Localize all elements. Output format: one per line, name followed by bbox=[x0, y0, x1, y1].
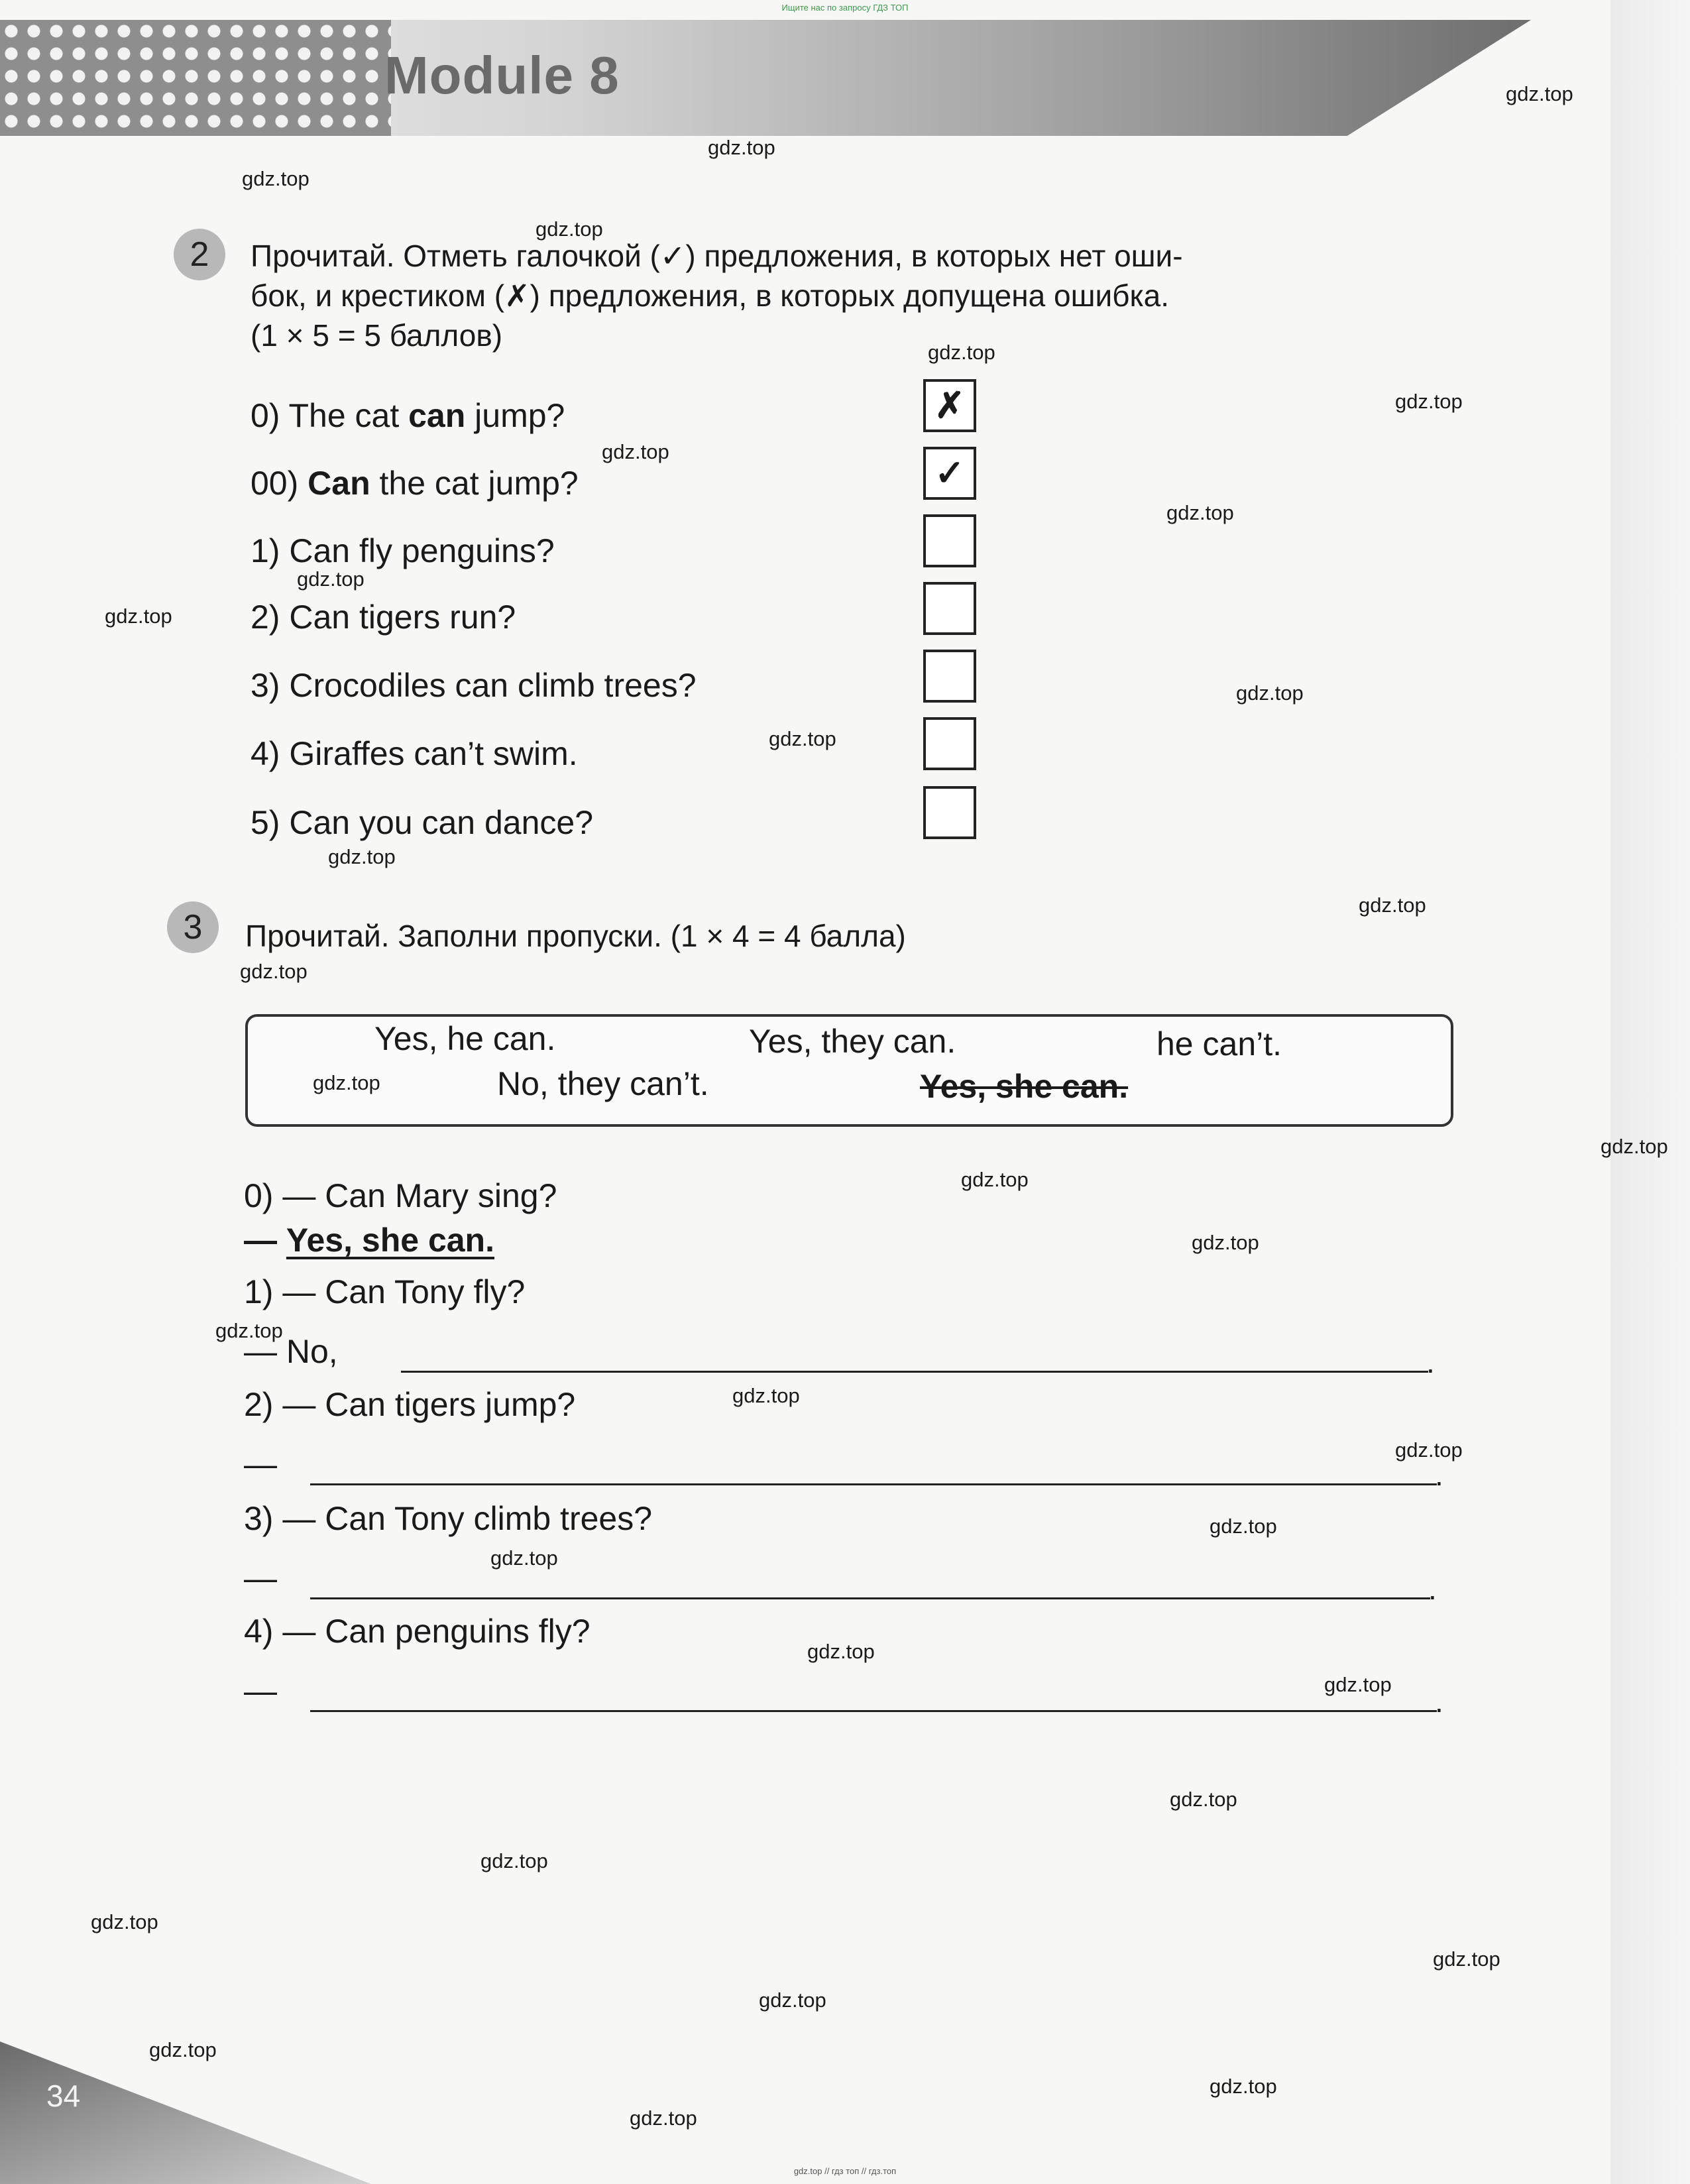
answer-2-prefix: — bbox=[244, 1446, 277, 1483]
watermark: gdz.top bbox=[732, 1384, 800, 1407]
watermark: gdz.top bbox=[1236, 681, 1304, 705]
answer-3-line[interactable] bbox=[310, 1597, 1430, 1599]
watermark: gdz.top bbox=[1359, 893, 1426, 917]
watermark: gdz.top bbox=[928, 341, 995, 364]
task3-instruction: Прочитай. Заполни пропуски. (1 × 4 = 4 балла) bbox=[245, 919, 906, 953]
task2-item-00: 00) Can the cat jump? bbox=[251, 465, 579, 502]
watermark: gdz.top bbox=[769, 727, 836, 750]
bottom-note: gdz.top // гдз топ // гдз.топ bbox=[793, 2166, 897, 2176]
answer-3-prefix: — bbox=[244, 1560, 277, 1597]
question-4: 4) — Can penguins fly? bbox=[244, 1613, 591, 1650]
answer-2-dot: . bbox=[1435, 1458, 1443, 1492]
page-number: 34 bbox=[46, 2079, 81, 2113]
watermark: gdz.top bbox=[1192, 1231, 1259, 1254]
answer-1-prefix: — No, bbox=[244, 1333, 338, 1370]
example-question: 0) — Can Mary sing? bbox=[244, 1177, 557, 1214]
task2-item-4: 4) Giraffes can’t swim. bbox=[251, 735, 578, 772]
watermark: gdz.top bbox=[240, 960, 308, 983]
answer-box-3[interactable] bbox=[923, 650, 976, 703]
watermark: gdz.top bbox=[328, 845, 396, 868]
module-title: Module 8 bbox=[384, 46, 620, 105]
answer-box-5[interactable] bbox=[923, 786, 976, 839]
answer-3-dot: . bbox=[1428, 1572, 1437, 1606]
watermark: gdz.top bbox=[602, 440, 669, 463]
watermark: gdz.top bbox=[1210, 2075, 1277, 2098]
answer-box-2[interactable] bbox=[923, 582, 976, 635]
watermark: gdz.top bbox=[1210, 1515, 1277, 1538]
top-note: Ищите нас по запросу ГДЗ ТОП bbox=[781, 3, 909, 13]
answer-box-00[interactable]: ✓ bbox=[923, 447, 976, 500]
task2-item-0: 0) The cat can jump? bbox=[251, 397, 565, 434]
question-3: 3) — Can Tony climb trees? bbox=[244, 1500, 653, 1537]
watermark: gdz.top bbox=[961, 1168, 1029, 1191]
watermark: gdz.top bbox=[1433, 1947, 1500, 1971]
word-box-option-3: he can’t. bbox=[1156, 1025, 1282, 1063]
answer-1-line[interactable] bbox=[401, 1371, 1428, 1373]
watermark: gdz.top bbox=[708, 136, 775, 159]
watermark: gdz.top bbox=[1601, 1135, 1668, 1158]
answer-box-1[interactable] bbox=[923, 514, 976, 567]
task2-item-5: 5) Can you can dance? bbox=[251, 804, 594, 841]
watermark: gdz.top bbox=[105, 604, 172, 628]
answer-2-line[interactable] bbox=[310, 1483, 1437, 1485]
answer-1-dot: . bbox=[1426, 1345, 1435, 1379]
task2-instruction-line3: (1 × 5 = 5 баллов) bbox=[251, 318, 503, 353]
example-answer-row: — Yes, she can. bbox=[244, 1222, 494, 1259]
task3-number: 3 bbox=[167, 901, 219, 953]
word-box-option-5-used: Yes, she can. bbox=[920, 1068, 1129, 1105]
task2-number: 2 bbox=[174, 229, 225, 280]
question-2: 2) — Can tigers jump? bbox=[244, 1386, 576, 1423]
answer-4-prefix: — bbox=[244, 1672, 277, 1709]
watermark: gdz.top bbox=[91, 1910, 158, 1933]
word-box-option-4: No, they can’t. bbox=[497, 1065, 709, 1102]
watermark: gdz.top bbox=[535, 217, 603, 241]
watermark: gdz.top bbox=[242, 167, 310, 190]
watermark: gdz.top bbox=[1506, 82, 1573, 105]
watermark: gdz.top bbox=[313, 1071, 380, 1094]
task2-item-2: 2) Can tigers run? bbox=[251, 599, 516, 636]
example-answer: Yes, she can. bbox=[286, 1222, 494, 1259]
answer-4-line[interactable] bbox=[310, 1710, 1437, 1712]
task2-instruction-line2: бок, и крестиком (✗) предложения, в которых допущена ошибка. bbox=[251, 278, 1170, 313]
question-1: 1) — Can Tony fly? bbox=[244, 1273, 526, 1310]
watermark: gdz.top bbox=[807, 1640, 875, 1663]
header-dot-pattern bbox=[0, 20, 391, 136]
watermark: gdz.top bbox=[630, 2106, 697, 2130]
answer-box-0[interactable]: ✗ bbox=[923, 379, 976, 432]
watermark: gdz.top bbox=[215, 1319, 283, 1342]
watermark: gdz.top bbox=[1395, 390, 1463, 413]
page-spine bbox=[1610, 0, 1690, 2184]
watermark: gdz.top bbox=[297, 567, 365, 591]
watermark: gdz.top bbox=[149, 2038, 217, 2061]
watermark: gdz.top bbox=[1324, 1673, 1392, 1696]
watermark: gdz.top bbox=[1170, 1788, 1237, 1811]
watermark: gdz.top bbox=[480, 1849, 548, 1872]
answer-4-dot: . bbox=[1435, 1684, 1443, 1719]
watermark: gdz.top bbox=[1395, 1438, 1463, 1462]
answer-box-4[interactable] bbox=[923, 717, 976, 770]
watermark: gdz.top bbox=[759, 1988, 826, 2012]
watermark: gdz.top bbox=[490, 1546, 558, 1570]
task2-instruction-line1: Прочитай. Отметь галочкой (✓) предложения, в которых нет оши- bbox=[251, 239, 1183, 273]
watermark: gdz.top bbox=[1166, 501, 1234, 524]
word-box-option-1: Yes, he can. bbox=[374, 1020, 556, 1057]
word-box-option-2: Yes, they can. bbox=[749, 1023, 956, 1060]
task2-item-3: 3) Crocodiles can climb trees? bbox=[251, 667, 697, 704]
task2-item-1: 1) Can fly penguins? bbox=[251, 532, 555, 569]
